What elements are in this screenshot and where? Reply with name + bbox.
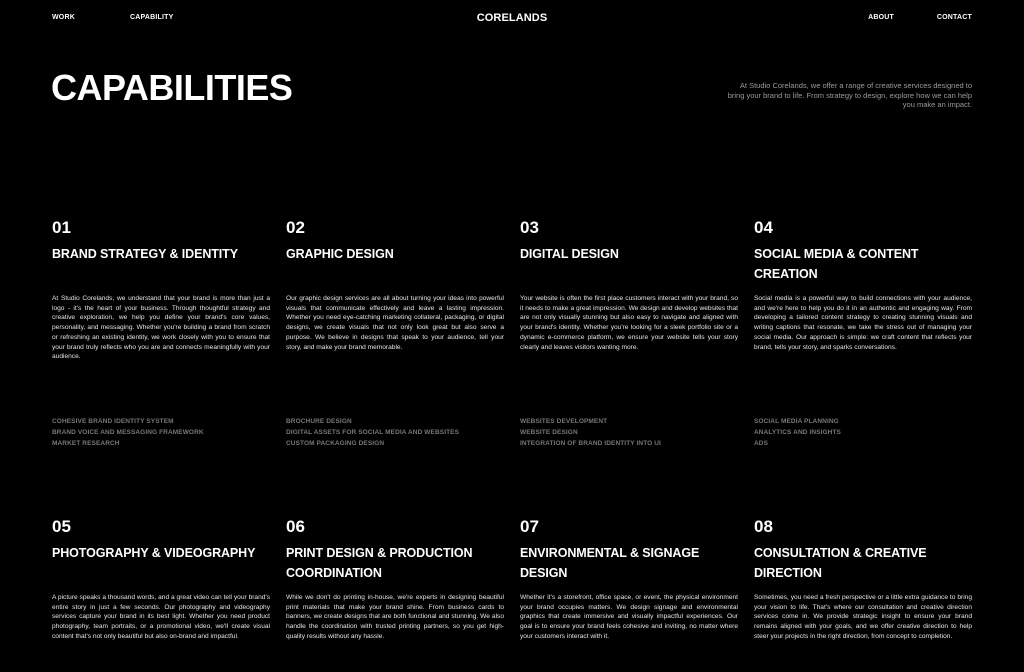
capability-title: GRAPHIC DESIGN [286,247,394,261]
capability-card [286,518,504,672]
capability-tag: ADS [754,440,769,447]
nav-link-about[interactable]: ABOUT [868,14,894,21]
capability-tags [286,416,504,449]
capability-number: 02 [286,218,305,237]
capability-tag: WEBSITE DESIGN [520,429,578,436]
capability-tag: SOCIAL MEDIA PLANNING [754,418,839,425]
capability-description: At Studio Corelands, we understand that your brand is more than just a logo - it's the heart of your business. Through thoughtful strategy and creative exploration, we help you define your brand's core values, personality, and messaging. Whether you're building a brand from scratch or refreshing an existing identity, we work closely with you to ensure that your brand truly reflects who you are and connects meaningfully with your audience. [52,295,270,361]
capability-tags [754,416,972,449]
capability-card [52,518,270,672]
capability-card [520,219,738,449]
nav-link-work[interactable]: WORK [52,14,75,21]
capability-number: 06 [286,517,305,536]
capability-tag: INTEGRATION OF BRAND IDENTITY INTO UI [520,440,661,447]
intro-text: At Studio Corelands, we offer a range of creative services designed to bring your brand to life. From strategy to design, explore how we can help you make an impact. [727,81,972,109]
capability-number: 04 [754,218,773,237]
capability-tag: BRAND VOICE AND MESSAGING FRAMEWORK [52,429,204,436]
capability-tag: CUSTOM PACKAGING DESIGN [286,440,385,447]
capability-number: 01 [52,218,71,237]
capability-description: While we don't do printing in-house, we're experts in designing beautiful print materials that make your brand shine. From business cards to banners, we create designs that are both functional and stunning. We also handle the coordination with trusted printing partners, so you get high-quality results without any hassle. [286,594,504,640]
capability-number: 03 [520,218,539,237]
capability-title: CONSULTATION & CREATIVE DIRECTION [754,546,927,580]
capability-tags [520,416,738,449]
capability-title: SOCIAL MEDIA & CONTENT CREATION [754,247,919,281]
brand-logo[interactable]: CORELANDS [476,12,548,24]
capability-title: DIGITAL DESIGN [520,247,619,261]
capability-number: 05 [52,517,71,536]
capabilities-row-1 [52,219,972,449]
page-title: CAPABILITIES [51,67,293,108]
capability-title: BRAND STRATEGY & IDENTITY [52,247,238,261]
nav-link-contact[interactable]: CONTACT [936,14,972,21]
capability-number: 08 [754,517,773,536]
capability-description: A picture speaks a thousand words, and a great video can tell your brand's entire story in just a few seconds. Our photography and videography services capture your brand in its best light. Whether you need product photography, team portraits, or a promotional video, we'll create visual content that's not only beautiful but also on-brand and impactful. [52,594,270,640]
capability-tag: COHESIVE BRAND IDENTITY SYSTEM [52,418,174,425]
capability-card [754,518,972,672]
capability-card [520,518,738,672]
capabilities-row-2 [52,518,972,672]
capability-tag: BROCHURE DESIGN [286,418,352,425]
capability-card [52,219,270,449]
capability-tag: ANALYTICS AND INSIGHTS [754,429,841,436]
capability-tag: WEBSITES DEVELOPMENT [520,418,608,425]
capability-title: PRINT DESIGN & PRODUCTION COORDINATION [286,546,473,580]
capability-title: ENVIRONMENTAL & SIGNAGE DESIGN [520,546,700,580]
capability-tag: MARKET RESEARCH [52,440,120,447]
capability-title: PHOTOGRAPHY & VIDEOGRAPHY [52,546,256,560]
capability-description: Our graphic design services are all about turning your ideas into powerful visuals that communicate effectively and leave a lasting impression. Whether you need eye-catching marketing collateral, packaging, or digital designs, we create visuals that not only look great but also serve a purpose. We believe in designs that speak to your audience, tell your story, and make your brand memorable. [286,295,504,351]
capability-description: Social media is a powerful way to build connections with your audience, and we're here to help you do it in an authentic and engaging way. From developing a tailored content strategy to creating stunning visuals and writing captions that resonate, we take the stress out of managing your social media. Our approach is simple: we craft content that reflects your brand, tells your story, and sparks conversations. [754,295,972,351]
capability-tag: DIGITAL ASSETS FOR SOCIAL MEDIA AND WEBSITES [286,429,460,436]
capability-card [286,219,504,449]
capability-description: Sometimes, you need a fresh perspective or a little extra guidance to bring your vision to life. That's where our consultation and creative direction services come in. We provide strategic insight to ensure your brand remains aligned with your goals, and we offer creative direction to help steer your projects in the right direction, from concept to completion. [754,594,972,640]
capability-tags [52,416,270,449]
nav-link-capability[interactable]: CAPABILITY [130,14,174,21]
capability-description: Your website is often the first place customers interact with your brand, so it needs to make a great impression. We design and develop websites that are not only visually stunning but also easy to navigate and aligned with your brand's identity. Whether you're looking for a sleek portfolio site or a dynamic e-commerce platform, we ensure your website tells your story clearly and leaves visitors wanting more. [520,295,738,351]
capability-description: Whether it's a storefront, office space, or event, the physical environment your brand occupies matters. We design signage and environmental graphics that create immersive and visually impactful experiences. Our goal is to ensure your brand feels cohesive and inviting, no matter where your customers interact with it. [520,594,738,640]
capability-card [754,219,972,449]
capability-number: 07 [520,517,539,536]
